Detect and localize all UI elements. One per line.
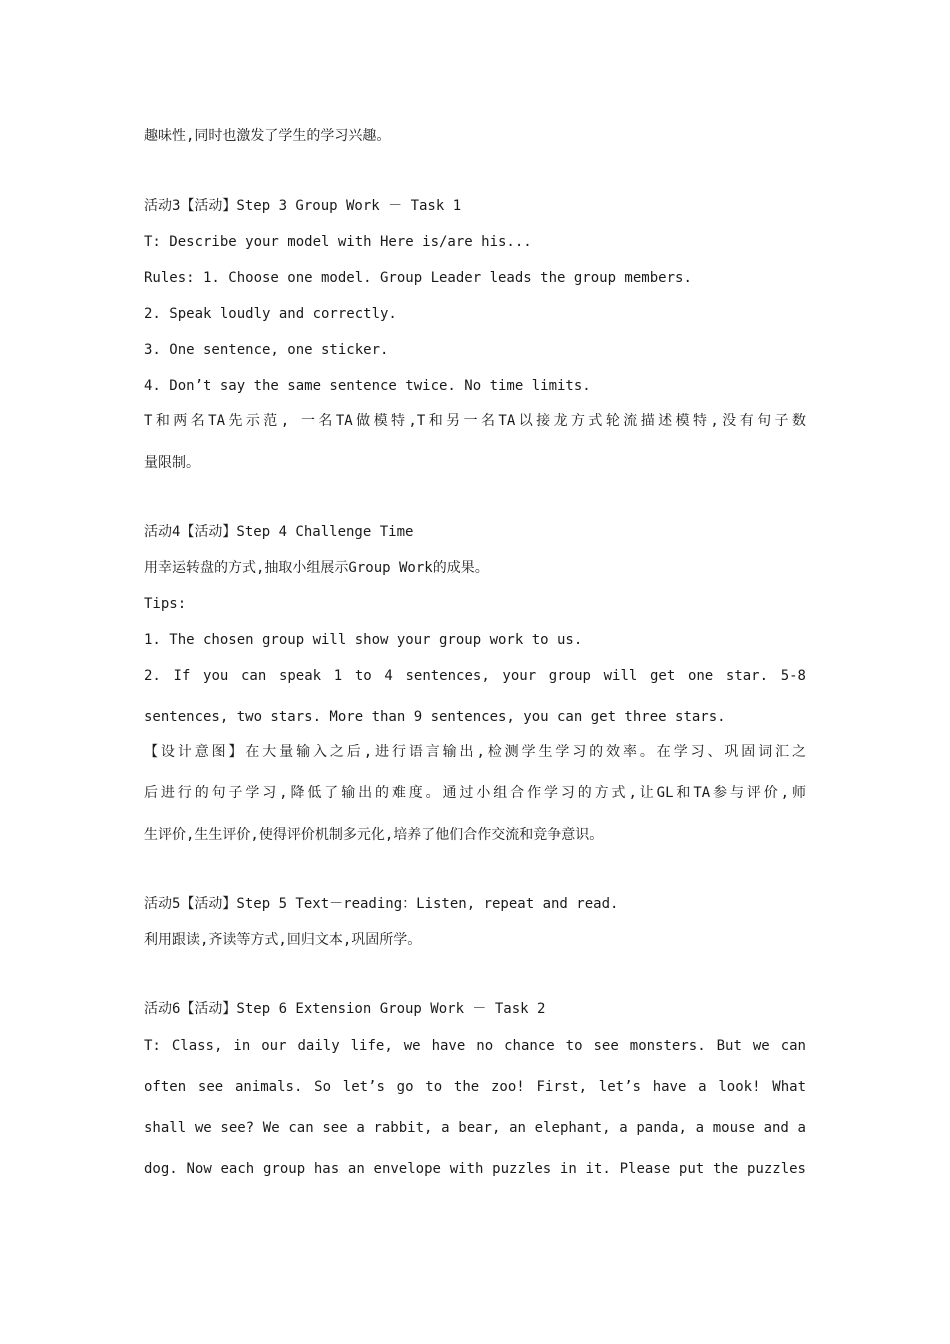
paragraph-line: 1. The chosen group will show your group work to us.	[144, 632, 583, 648]
paragraph-line: 生评价,生生评价,使得评价机制多元化,培养了他们合作交流和竞争意识。	[144, 827, 604, 843]
activity-6-heading: 活动6【活动】Step 6 Extension Group Work － Task 2	[144, 1001, 546, 1017]
activity-5-heading: 活动5【活动】Step 5 Text－reading：Listen, repeat and read.	[144, 896, 619, 912]
paragraph-line: 4. Don’t say the same sentence twice. No time limits.	[144, 378, 591, 394]
paragraph-line: 利用跟读,齐读等方式,回归文本,巩固所学。	[144, 932, 422, 948]
paragraph-line: 量限制。	[144, 455, 200, 471]
paragraph-line: T: Class, in our daily life, we have no chance to see monsters. But we can	[144, 1038, 806, 1054]
paragraph-line: T和两名TA先示范, 一名TA做模特,T和另一名TA以接龙方式轮流描述模特,没有句子数	[144, 413, 806, 429]
paragraph-line: 趣味性,同时也激发了学生的学习兴趣。	[144, 128, 391, 144]
paragraph-line: Tips:	[144, 596, 187, 612]
paragraph-line: T: Describe your model with Here is/are his...	[144, 234, 532, 250]
paragraph-line: Rules: 1. Choose one model. Group Leader leads the group members.	[144, 270, 692, 286]
paragraph-line: shall we see? We can see a rabbit, a bear, an elephant, a panda, a mouse and a	[144, 1120, 806, 1136]
paragraph-line: 2. If you can speak 1 to 4 sentences, your group will get one star. 5-8	[144, 668, 806, 684]
paragraph-line: 2. Speak loudly and correctly.	[144, 306, 397, 322]
paragraph-line: dog. Now each group has an envelope with puzzles in it. Please put the puzzles	[144, 1161, 806, 1177]
paragraph-line: sentences, two stars. More than 9 sentences, you can get three stars.	[144, 709, 726, 725]
paragraph-line: 【设计意图】在大量输入之后,进行语言输出,检测学生学习的效率。在学习、巩固词汇之	[144, 744, 806, 760]
activity-4-heading: 活动4【活动】Step 4 Challenge Time	[144, 524, 414, 540]
paragraph-line: 3. One sentence, one sticker.	[144, 342, 389, 358]
paragraph-line: 用幸运转盘的方式,抽取小组展示Group Work的成果。	[144, 560, 489, 576]
document-page	[144, 0, 806, 1344]
paragraph-line: often see animals. So let’s go to the zoo! First, let’s have a look! What	[144, 1079, 806, 1095]
activity-3-heading: 活动3【活动】Step 3 Group Work － Task 1	[144, 198, 462, 214]
paragraph-line: 后进行的句子学习,降低了输出的难度。通过小组合作学习的方式,让GL和TA参与评价,师	[144, 785, 806, 801]
